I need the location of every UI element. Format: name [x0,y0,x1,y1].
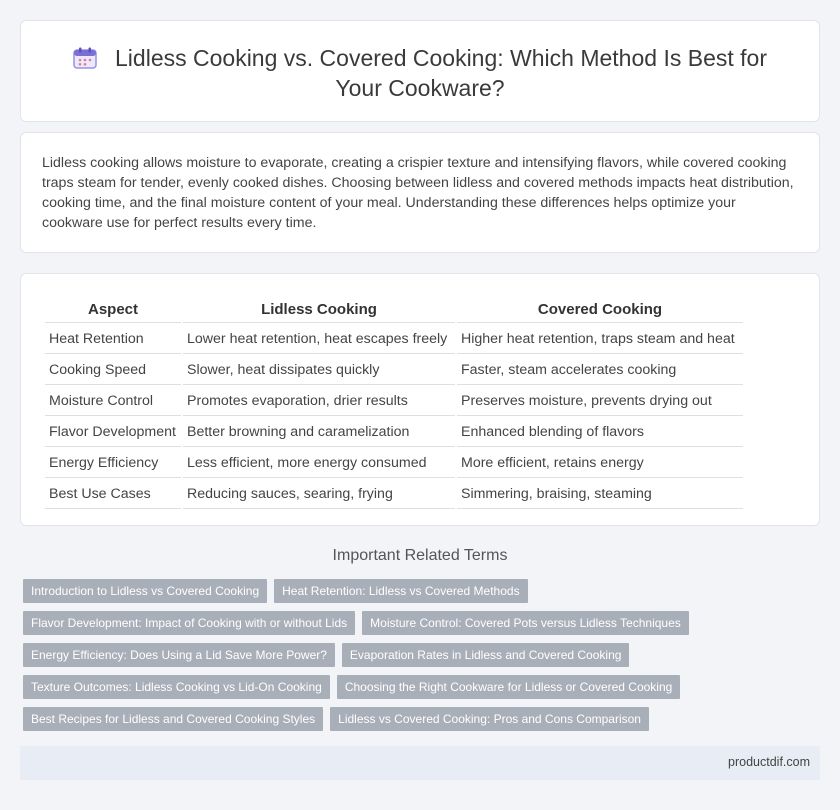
cell-lidless: Reducing sauces, searing, frying [183,480,455,509]
cell-covered: Higher heat retention, traps steam and heat [457,325,743,354]
related-terms-list [23,579,813,739]
cell-lidless: Lower heat retention, heat escapes freely [183,325,455,354]
title-card [20,20,820,122]
cell-aspect: Heat Retention [45,325,181,354]
footer [20,746,820,780]
related-terms-heading: Important Related Terms [332,547,508,564]
related-term-tag[interactable]: Evaporation Rates in Lidless and Covered Cooking [342,643,630,667]
related-term-tag[interactable]: Heat Retention: Lidless vs Covered Methods [274,579,527,603]
cell-covered: Faster, steam accelerates cooking [457,356,743,385]
cell-aspect: Energy Efficiency [45,449,181,478]
table-row [45,449,743,478]
calendar-icon [73,47,97,69]
tag-row [23,675,813,699]
related-term-tag[interactable]: Best Recipes for Lidless and Covered Cooking Styles [23,707,323,731]
cell-lidless: Better browning and caramelization [183,418,455,447]
cell-covered: More efficient, retains energy [457,449,743,478]
intro-paragraph: Lidless cooking allows moisture to evaporate, creating a crispier texture and intensifying flavors, while covered cooking traps steam for tender, evenly cooked dishes. Choosing between lidless and covered methods impacts heat distribution, cooking time, and the final moisture content of your meal. Understanding these differences helps optimize your cookware use for perfect results every time. [42,155,794,231]
tag-row [23,707,813,731]
table-row [45,480,743,509]
cell-covered: Enhanced blending of flavors [457,418,743,447]
cell-aspect: Best Use Cases [45,480,181,509]
comparison-table [43,294,745,511]
related-term-tag[interactable]: Energy Efficiency: Does Using a Lid Save More Power? [23,643,335,667]
page-title: Lidless Cooking vs. Covered Cooking: Which Method Is Best for Your Cookware? [115,45,767,101]
related-term-tag[interactable]: Introduction to Lidless vs Covered Cooking [23,579,267,603]
cell-covered: Preserves moisture, prevents drying out [457,387,743,416]
cell-aspect: Cooking Speed [45,356,181,385]
page-title-wrap [21,43,819,103]
cell-lidless: Slower, heat dissipates quickly [183,356,455,385]
intro-card [20,132,820,253]
cell-lidless: Promotes evaporation, drier results [183,387,455,416]
header-lidless: Lidless Cooking [183,296,455,323]
table-header-row [45,296,743,323]
table-row [45,356,743,385]
table-row [45,418,743,447]
cell-aspect: Flavor Development [45,418,181,447]
tag-row [23,643,813,667]
cell-aspect: Moisture Control [45,387,181,416]
tag-row [23,579,813,603]
tag-row [23,611,813,635]
header-covered: Covered Cooking [457,296,743,323]
header-aspect: Aspect [45,296,181,323]
related-term-tag[interactable]: Texture Outcomes: Lidless Cooking vs Lid-On Cooking [23,675,330,699]
related-term-tag[interactable]: Lidless vs Covered Cooking: Pros and Cons Comparison [330,707,649,731]
comparison-card [20,273,820,526]
related-term-tag[interactable]: Flavor Development: Impact of Cooking with or without Lids [23,611,355,635]
table-row [45,387,743,416]
cell-lidless: Less efficient, more energy consumed [183,449,455,478]
related-term-tag[interactable]: Moisture Control: Covered Pots versus Lidless Techniques [362,611,689,635]
cell-covered: Simmering, braising, steaming [457,480,743,509]
related-term-tag[interactable]: Choosing the Right Cookware for Lidless or Covered Cooking [337,675,681,699]
table-row [45,325,743,354]
footer-site-link[interactable]: productdif.com [728,755,810,769]
